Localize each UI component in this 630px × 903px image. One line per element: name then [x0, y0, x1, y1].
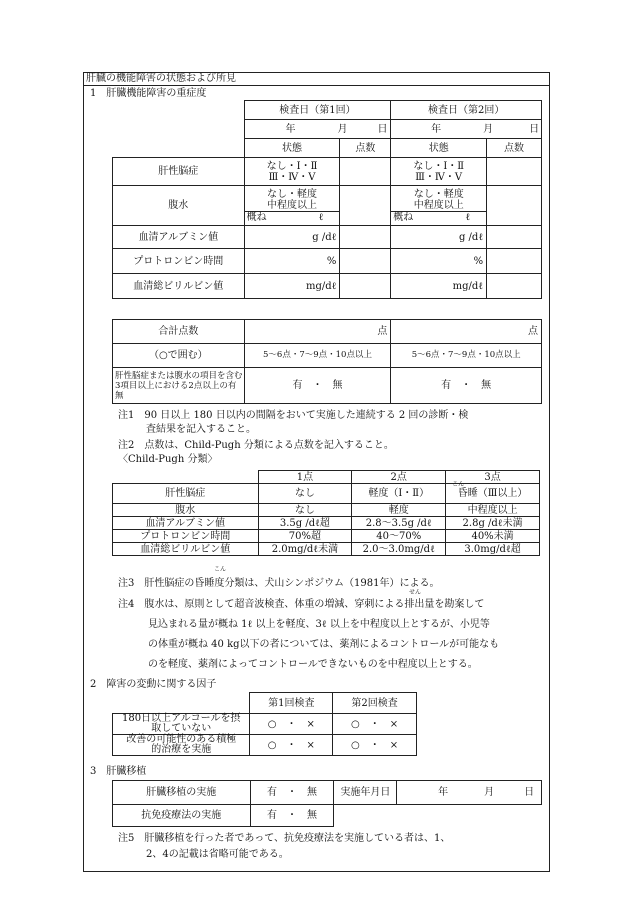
cp-row-label: 肝性脳症 — [113, 484, 259, 504]
exam1-date[interactable]: 年 月 日 — [244, 120, 391, 139]
circle-label: （○で囲む） — [113, 344, 245, 368]
child-pugh-title: 〈Child-Pugh 分類〉 — [118, 454, 218, 465]
ruby-sen: せん — [409, 589, 422, 596]
ruby-kon: こん — [214, 566, 227, 573]
cp-cell: 中程度以上 — [446, 504, 540, 517]
albumin-score-2[interactable] — [487, 226, 542, 249]
note-4c: の体重が概ね 40 kg以下の者については、薬剤によるコントロールが可能なも — [148, 639, 500, 650]
bili-unit-1[interactable]: mg/dℓ — [244, 274, 340, 299]
enceph-score-2[interactable] — [487, 158, 542, 186]
cp-row-label: 腹水 — [113, 504, 259, 517]
note-1a: 注1 90 日以上 180 日以内の間隔をおいて実施した連続する 2 回の診断・検 — [118, 410, 469, 421]
albumin-score-1[interactable] — [340, 226, 391, 249]
treatment-mark-1[interactable]: ○ ・ × — [250, 735, 333, 756]
bili-score-1[interactable] — [340, 274, 391, 299]
enceph-options-2[interactable]: なし・Ⅰ・Ⅱ Ⅲ・Ⅳ・Ⅴ — [391, 158, 487, 186]
treatment-mark-2[interactable]: ○ ・ × — [333, 735, 417, 756]
total-score-1[interactable]: 点 — [244, 320, 391, 344]
ascites-score-2[interactable] — [487, 186, 542, 226]
note-3: 注3 肝性脳症の昏睡度分類は、犬山シンポジウム（1981年）による。 — [118, 578, 440, 589]
cp-cell: 3.0mg/dℓ超 — [446, 543, 540, 556]
total-score-table — [112, 319, 542, 404]
cp-cell: 2.8g /dℓ未満 — [446, 517, 540, 530]
exam2-date[interactable]: 年 月 日 — [391, 120, 542, 139]
col-score-2: 点数 — [487, 139, 542, 158]
bili-score-2[interactable] — [487, 274, 542, 299]
transplant-label: 肝臓移植の実施 — [113, 781, 251, 805]
cp-row-label: 血清アルブミン値 — [113, 517, 259, 530]
note-4b: 見込まれる量が概ね 1ℓ 以上を軽度、3ℓ 以上を中程度以上とするが、小児等 — [148, 619, 490, 630]
albumin-unit-2[interactable]: g /dℓ — [391, 226, 487, 249]
col-state-1: 状態 — [244, 139, 340, 158]
section-1-heading: 1 肝臓機能障害の重症度 — [90, 88, 207, 99]
col-score-1: 点数 — [340, 139, 391, 158]
exam2-header: 検査日（第2回） — [391, 101, 542, 120]
factor-alcohol: 180日以上アルコールを摂取していない — [113, 714, 250, 735]
pt-label: プロトロンビン時間 — [113, 249, 245, 274]
cp-cell: なし — [258, 484, 352, 504]
transplant-table — [112, 780, 542, 827]
two-point-note: 肝性脳症または腹水の項目を含む3項目以上における2点以上の有無 — [113, 368, 245, 404]
factor-table — [112, 692, 417, 756]
note-4a: 注4 腹水は、原則として超音波検査、体重の増減、穿刺による排出量を勘案して — [118, 599, 485, 610]
pt-unit-1[interactable]: % — [244, 249, 340, 274]
ascites-options-2[interactable]: なし・軽度 中程度以上 概ね ℓ — [391, 186, 487, 226]
range-options-2[interactable]: 5～6点・7～9点・10点以上 — [391, 344, 542, 368]
alcohol-mark-2[interactable]: ○ ・ × — [333, 714, 417, 735]
pt-score-1[interactable] — [340, 249, 391, 274]
note-2: 注2 点数は、Child-Pugh 分類による点数を記入すること。 — [118, 440, 394, 451]
ascites-score-1[interactable] — [340, 186, 391, 226]
factor-header-2: 第2回検査 — [333, 693, 417, 714]
factor-treatment: 改善の可能性のある積極的治療を実施 — [113, 735, 250, 756]
child-pugh-table — [112, 470, 540, 556]
cp-header-3: 3点 — [446, 471, 540, 484]
severity-table — [112, 100, 542, 299]
ascites-options-1[interactable]: なし・軽度 中程度以上 概ね ℓ — [244, 186, 340, 226]
cp-header-1: 1点 — [258, 471, 352, 484]
yesno-2[interactable]: 有 ・ 無 — [391, 368, 542, 404]
enceph-label: 肝性脳症 — [113, 158, 245, 186]
cp-cell: 2.0mg/dℓ未満 — [258, 543, 352, 556]
col-state-2: 状態 — [391, 139, 487, 158]
transplant-yesno[interactable]: 有 ・ 無 — [250, 781, 334, 805]
note-1b: 査結果を記入すること。 — [146, 424, 256, 435]
cp-cell: こん 昏睡（Ⅲ以上） — [446, 484, 540, 504]
cp-cell: 軽度 — [352, 504, 446, 517]
section-2-heading: 2 障害の変動に関する因子 — [90, 679, 217, 690]
immuno-yesno[interactable]: 有 ・ 無 — [250, 805, 334, 827]
form-title: 肝臓の機能障害の状態および所見 — [83, 72, 550, 86]
note-4d: のを軽度、薬剤によってコントロールできないものを中程度以上とする。 — [148, 659, 478, 670]
bili-label: 血清総ビリルビン値 — [113, 274, 245, 299]
cp-cell: 3.5g /dℓ超 — [258, 517, 352, 530]
albumin-label: 血清アルブミン値 — [113, 226, 245, 249]
albumin-unit-1[interactable]: g /dℓ — [244, 226, 340, 249]
range-options-1[interactable]: 5～6点・7～9点・10点以上 — [244, 344, 391, 368]
exam1-header: 検査日（第1回） — [244, 101, 391, 120]
transplant-date-label: 実施年月日 — [334, 781, 397, 805]
transplant-date[interactable]: 年 月 日 — [397, 781, 542, 805]
cp-cell: 40～70% — [352, 530, 446, 543]
enceph-options-1[interactable]: なし・Ⅰ・Ⅱ Ⅲ・Ⅳ・Ⅴ — [244, 158, 340, 186]
cp-cell: なし — [258, 504, 352, 517]
cp-cell: 2.0～3.0mg/dℓ — [352, 543, 446, 556]
immuno-label: 抗免疫療法の実施 — [113, 805, 251, 827]
bili-unit-2[interactable]: mg/dℓ — [391, 274, 487, 299]
section-3-heading: 3 肝臓移植 — [90, 766, 147, 777]
total-score-2[interactable]: 点 — [391, 320, 542, 344]
note-5a: 注5 肝臓移植を行った者であって、抗免疫療法を実施している者は、1、 — [118, 833, 451, 844]
cp-cell: 2.8～3.5g /dℓ — [352, 517, 446, 530]
total-label: 合計点数 — [113, 320, 245, 344]
cp-cell: 40%未満 — [446, 530, 540, 543]
factor-header-1: 第1回検査 — [250, 693, 333, 714]
cp-cell: 軽度（Ⅰ・Ⅱ） — [352, 484, 446, 504]
note-5b: 2、4の記載は省略可能である。 — [146, 849, 289, 860]
cp-row-label: 血清総ビリルビン値 — [113, 543, 259, 556]
cp-cell: 70%超 — [258, 530, 352, 543]
enceph-score-1[interactable] — [340, 158, 391, 186]
yesno-1[interactable]: 有 ・ 無 — [244, 368, 391, 404]
ascites-label: 腹水 — [113, 186, 245, 226]
pt-score-2[interactable] — [487, 249, 542, 274]
cp-row-label: プロトロンビン時間 — [113, 530, 259, 543]
cp-header-2: 2点 — [352, 471, 446, 484]
pt-unit-2[interactable]: % — [391, 249, 487, 274]
alcohol-mark-1[interactable]: ○ ・ × — [250, 714, 333, 735]
